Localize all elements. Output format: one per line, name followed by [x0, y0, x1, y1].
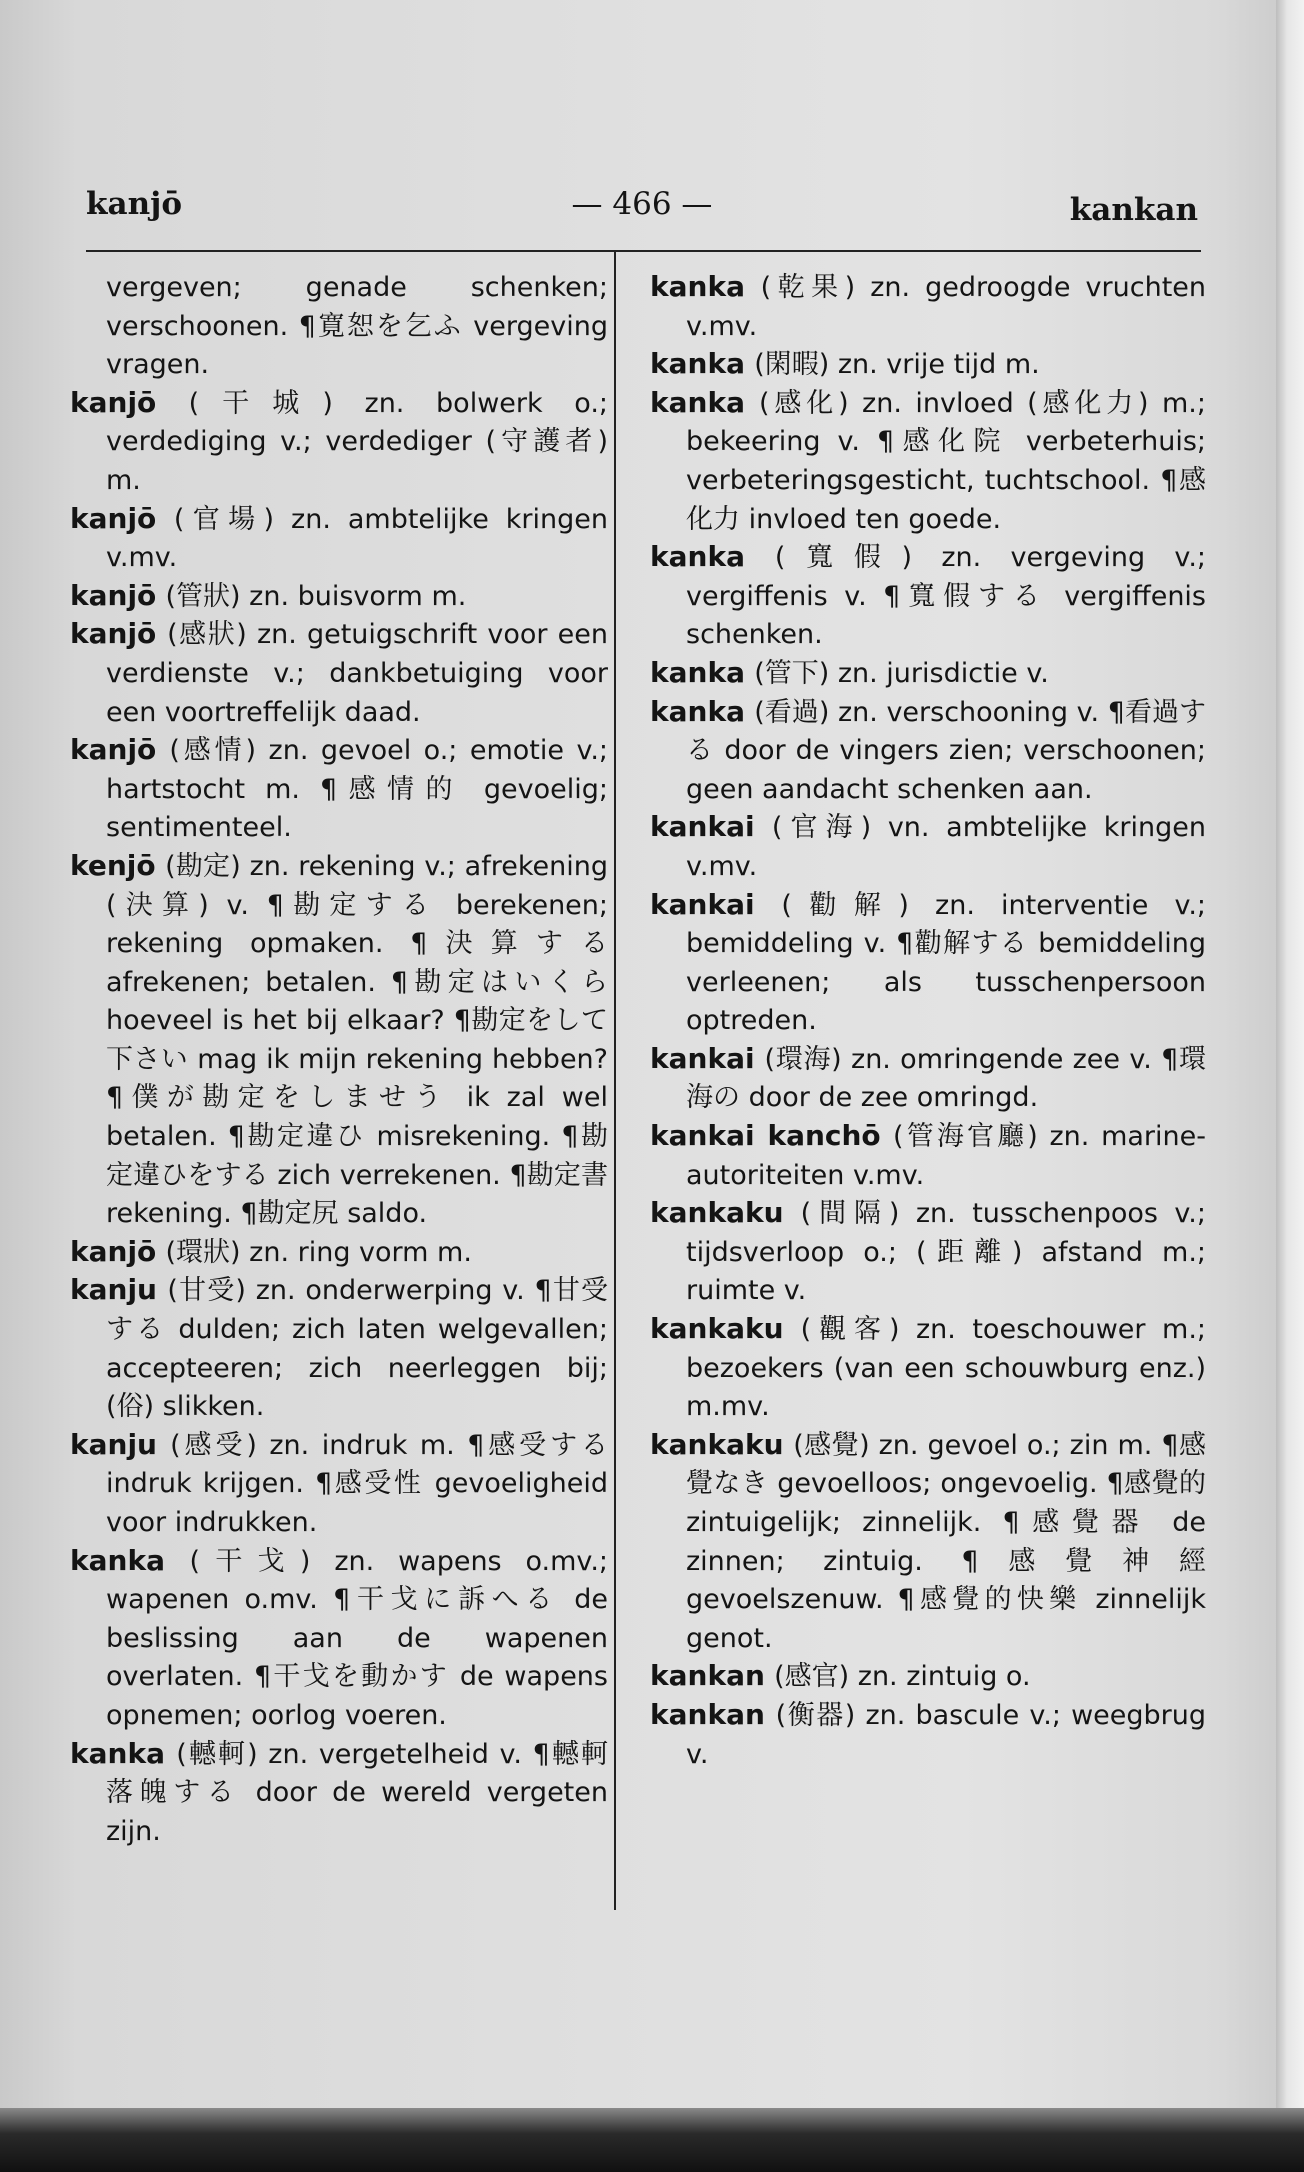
dictionary-entry — [70, 1271, 608, 1425]
dictionary-entry — [70, 1735, 608, 1851]
dictionary-entry — [650, 1696, 1206, 1773]
dictionary-entry — [650, 886, 1206, 1040]
entry-headword: kanjō — [70, 578, 157, 612]
entry-definition: vergeven; genade schenken; verschoonen. ¶寛恕を乞ふ vergeving vragen. — [106, 272, 608, 381]
entry-headword: kankai — [650, 887, 755, 921]
entry-definition: (衡器) zn. bascule v.; weegbrug v. — [686, 1699, 1206, 1770]
entry-headword: kankan — [650, 1659, 765, 1693]
entry-headword: kenjō — [70, 848, 156, 882]
entry-definition: (感受) zn. indruk m. ¶感受する indruk krijgen. ¶感受性 gevoeligheid voor indrukken. — [106, 1429, 608, 1538]
dictionary-entry — [650, 654, 1206, 693]
dictionary-entry — [70, 847, 608, 1233]
entry-definition: (感覺) zn. gevoel o.; zin m. ¶感覺なき gevoelloos; ongevoelig. ¶感覺的 zintuigelijk; zinnelijk. ¶感覺器 de zinnen; zintuig. ¶感覺神經 gevoelszenuw. ¶感覺的快樂 zinnelijk genot. — [686, 1429, 1206, 1654]
header-last-entry: kankan — [1069, 192, 1198, 228]
entry-definition: (觀客) zn. toeschouwer m.; bezoekers (van een schouwburg enz.) m.mv. — [686, 1314, 1206, 1423]
entry-definition: (管海官廳) zn. marine-autoriteiten v.mv. — [686, 1121, 1207, 1191]
column-divider — [614, 252, 616, 1910]
left-column — [70, 268, 608, 1850]
entry-headword: kanka — [650, 540, 745, 574]
dictionary-entry — [70, 577, 608, 616]
entry-headword: kankaku — [650, 1312, 784, 1346]
dictionary-entry — [650, 384, 1206, 538]
entry-headword: kanka — [650, 270, 745, 303]
dictionary-entry — [650, 345, 1206, 384]
entry-definition: (官場) zn. ambtelijke kringen v.mv. — [106, 503, 608, 574]
entry-definition: (勸解) zn. interventie v.; bemiddeling v. ¶勸解する bemiddeling verleenen; als tusschenpersoon optreden. — [686, 889, 1207, 1037]
right-column — [650, 268, 1206, 1773]
entry-headword: kankai — [650, 810, 755, 844]
dictionary-entry — [650, 1426, 1206, 1658]
entry-headword: kanka — [70, 1736, 165, 1770]
entry-headword: kanka — [650, 655, 745, 689]
entry-headword: kanju — [70, 1427, 157, 1461]
dictionary-entry — [70, 1542, 608, 1735]
scan-shadow — [0, 2108, 1304, 2172]
dictionary-entry — [650, 1194, 1206, 1310]
entry-headword: kanjō — [70, 617, 157, 651]
entry-definition: (管下) zn. jurisdictie v. — [754, 657, 1049, 689]
entry-definition: (甘受) zn. onderwerping v. ¶甘受する dulden; zich laten welgevallen; accepteeren; zich neerleggen bij; (俗) slikken. — [106, 1275, 608, 1423]
entry-definition: (環狀) zn. ring vorm m. — [165, 1236, 472, 1268]
entry-definition: (感官) zn. zintuig o. — [774, 1661, 1031, 1693]
dictionary-entry — [70, 731, 608, 847]
entry-definition: (轗軻) zn. vergetelheid v. ¶轗軻落魄する door de wereld vergeten zijn. — [106, 1738, 609, 1847]
entry-headword: kanka — [70, 1543, 165, 1577]
entry-definition: (干城) zn. bolwerk o.; verdediging v.; verdediger (守護者) m. — [106, 387, 609, 496]
entry-headword: kanjō — [70, 385, 157, 419]
entry-headword: kanju — [70, 1273, 157, 1307]
dictionary-entry — [650, 1117, 1206, 1194]
entry-definition: (看過) zn. verschooning v. ¶看過する door de vingers zien; verschoonen; geen aandacht schenken aan. — [686, 696, 1206, 805]
entry-headword: kanka — [650, 694, 745, 728]
page-number: — 466 — — [571, 186, 713, 222]
dictionary-entry — [650, 808, 1206, 885]
header-first-entry: kanjō — [86, 186, 182, 222]
entry-definition: (勘定) zn. rekening v.; afrekening (決算) v. ¶勘定する berekenen; rekening opmaken. ¶決算する afrekenen; betalen. ¶勘定はいくら hoeveel is het bij elkaar? ¶勘定をして下さい mag ik mijn rekening hebben? ¶僕が勘定をしませう ik zal wel betalen. ¶勘定違ひ misrekening. ¶勘定違ひをする zich verrekenen. ¶勘定書 rekening. ¶勘定尻 saldo. — [106, 850, 608, 1230]
entry-headword: kankan — [650, 1697, 765, 1731]
entry-headword: kanka — [650, 385, 745, 419]
entry-headword: kankai kanchō — [650, 1119, 881, 1153]
entry-definition: (感化) zn. invloed (感化力) m.; bekeering v. ¶感化院 verbeterhuis; verbeteringsgesticht, tuchtschool. ¶感化力 invloed ten goede. — [686, 387, 1206, 535]
entry-headword: kanjō — [70, 733, 157, 767]
entry-definition: (感情) zn. gevoel o.; emotie v.; hartstocht m. ¶感情的 gevoelig; sentimenteel. — [106, 735, 609, 844]
entry-headword: kankai — [650, 1041, 755, 1075]
header-rule — [86, 250, 1201, 252]
dictionary-entry — [70, 1426, 608, 1542]
entry-definition: (管狀) zn. buisvorm m. — [165, 580, 467, 612]
page-edge — [1276, 0, 1304, 2172]
entry-definition: (乾果) zn. gedroogde vruchten v.mv. — [686, 272, 1207, 342]
dictionary-entry — [70, 500, 608, 577]
entry-headword: kankaku — [650, 1427, 784, 1461]
entry-headword: kanka — [650, 347, 745, 381]
entry-headword: kanjō — [70, 501, 157, 535]
entry-headword: kankaku — [650, 1196, 784, 1230]
dictionary-entry — [70, 268, 608, 384]
dictionary-entry — [650, 268, 1206, 345]
dictionary-entry — [650, 538, 1206, 654]
entry-definition: (環海) zn. omringende zee v. ¶環海の door de zee omringd. — [686, 1043, 1206, 1114]
entry-definition: (寬假) zn. vergeving v.; vergiffenis v. ¶寬假する vergiffenis schenken. — [686, 542, 1206, 651]
dictionary-entry — [650, 1657, 1206, 1696]
dictionary-entry — [70, 384, 608, 500]
dictionary-entry — [650, 1040, 1206, 1117]
entry-definition: (感狀) zn. getuigschrift voor een verdienste v.; dankbetuiging voor een voortreffelijk daad. — [106, 619, 608, 728]
dictionary-entry — [70, 1233, 608, 1272]
entry-headword: kanjō — [70, 1234, 157, 1268]
entry-definition: (干戈) zn. wapens o.mv.; wapenen o.mv. ¶干戈に訴へる de beslissing aan de wapenen overlaten. ¶干戈を動かす de wapens opnemen; oorlog voeren. — [106, 1545, 608, 1731]
dictionary-entry — [70, 615, 608, 731]
entry-definition: (官海) vn. ambtelijke kringen v.mv. — [686, 812, 1206, 882]
dictionary-entry — [650, 1310, 1206, 1426]
entry-definition: (間隔) zn. tusschenpoos v.; tijdsverloop o.; (距離) afstand m.; ruimte v. — [686, 1198, 1206, 1307]
dictionary-entry — [650, 693, 1206, 809]
entry-definition: (閑暇) zn. vrije tijd m. — [754, 349, 1040, 381]
running-header — [86, 186, 1198, 236]
